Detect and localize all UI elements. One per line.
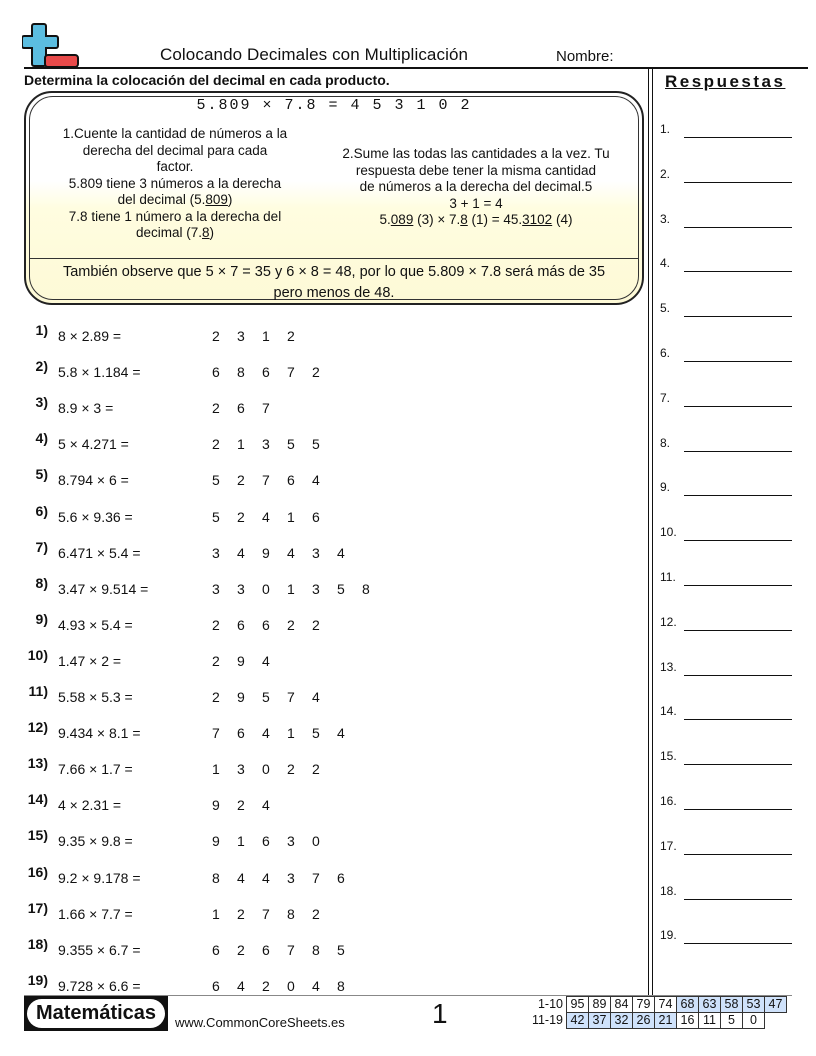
answer-field[interactable] bbox=[660, 702, 792, 722]
problem-expression: 9.35 × 9.8 = bbox=[58, 833, 133, 850]
score-cell: 53 bbox=[743, 997, 765, 1013]
problem-row bbox=[24, 935, 424, 964]
step2-line bbox=[326, 212, 626, 229]
answer-number: 8. bbox=[660, 435, 671, 450]
problem-expression: 3.47 × 9.514 = bbox=[58, 580, 149, 597]
problem-number: 6) bbox=[35, 502, 48, 519]
score-cell: 5 bbox=[721, 1013, 743, 1029]
digit: 1 bbox=[262, 328, 270, 344]
digit: 3 bbox=[237, 580, 245, 597]
digit: 4 bbox=[237, 544, 245, 561]
problem-row bbox=[24, 646, 424, 675]
product-digits bbox=[212, 364, 337, 380]
answer-line[interactable] bbox=[684, 719, 792, 720]
note-line: También observe que 5 × 7 = 35 y 6 × 8 = 48, por lo que 5.809 × 7.8 será más de 35 bbox=[62, 264, 606, 280]
problem-number: 9) bbox=[35, 610, 48, 627]
digit: 5 bbox=[337, 580, 345, 597]
score-table bbox=[530, 996, 787, 1029]
product-digits bbox=[212, 942, 362, 958]
digit: 0 bbox=[287, 977, 295, 994]
step1-line: 1.Cuente la cantidad de números a la bbox=[62, 126, 288, 141]
step1-line: 5.809 tiene 3 números a la derecha bbox=[68, 175, 282, 191]
digit: 3 bbox=[312, 580, 320, 597]
answer-number: 14. bbox=[660, 704, 677, 719]
step1-line bbox=[40, 225, 310, 242]
digit: 4 bbox=[237, 869, 245, 886]
product-digits bbox=[212, 978, 362, 994]
problem-expression: 4.93 × 5.4 = bbox=[58, 616, 133, 633]
problem-expression: 5.58 × 5.3 = bbox=[58, 689, 133, 705]
problem-expression: 1.66 × 7.7 = bbox=[58, 905, 133, 922]
answer-number: 1. bbox=[660, 122, 671, 136]
instructions: Determina la colocación del decimal en cada producto. bbox=[24, 72, 390, 88]
product-digits bbox=[212, 906, 337, 922]
digit: 7 bbox=[287, 364, 295, 381]
problem-number: 7) bbox=[35, 538, 48, 555]
problem-expression: 8.794 × 6 = bbox=[58, 472, 129, 489]
problem-expression: 9.355 × 6.7 = bbox=[58, 941, 141, 958]
digit: 7 bbox=[312, 869, 320, 886]
answer-field[interactable] bbox=[660, 478, 792, 498]
digit: 4 bbox=[337, 544, 345, 561]
problem-row bbox=[24, 899, 424, 928]
answer-number: 6. bbox=[660, 346, 671, 360]
problem-expression: 1.47 × 2 = bbox=[58, 652, 122, 669]
example-note bbox=[36, 262, 632, 304]
digit: 1 bbox=[237, 436, 245, 453]
answer-number: 12. bbox=[660, 614, 677, 629]
product-digits bbox=[212, 545, 362, 561]
digit: 6 bbox=[337, 869, 345, 886]
score-cell: 68 bbox=[677, 997, 699, 1013]
example-step-2 bbox=[326, 146, 626, 229]
digit: 0 bbox=[262, 761, 270, 778]
answer-number: 11. bbox=[660, 570, 676, 584]
answer-line[interactable] bbox=[684, 227, 792, 228]
digit: 8 bbox=[312, 941, 320, 958]
digit: 7 bbox=[262, 472, 270, 489]
score-cell: 95 bbox=[567, 997, 589, 1013]
text: del decimal (5. bbox=[117, 192, 206, 207]
score-cell: 84 bbox=[611, 997, 633, 1013]
digit: 2 bbox=[237, 941, 245, 958]
digit: 8 bbox=[212, 869, 220, 886]
digit: 6 bbox=[237, 400, 245, 417]
answer-field[interactable] bbox=[660, 837, 792, 857]
step1-line: derecha del decimal para cada bbox=[82, 142, 268, 158]
digit: 8 bbox=[287, 905, 295, 922]
digit: 6 bbox=[262, 364, 270, 381]
digit: 3 bbox=[212, 544, 220, 561]
answer-field[interactable] bbox=[660, 210, 792, 230]
digit: 6 bbox=[237, 616, 245, 633]
problem-row bbox=[24, 683, 424, 711]
answer-field[interactable] bbox=[660, 165, 792, 185]
brand-text: Matemáticas bbox=[27, 999, 165, 1028]
digit: 9 bbox=[212, 833, 220, 850]
product-digits bbox=[212, 653, 287, 669]
step2-line: 3 + 1 = 4 bbox=[449, 195, 503, 211]
underlined-digits: 8 bbox=[460, 212, 468, 227]
problem-row bbox=[24, 827, 424, 855]
answer-line[interactable] bbox=[684, 854, 792, 855]
problem-expression: 5 × 4.271 = bbox=[58, 436, 129, 453]
digit: 9 bbox=[262, 544, 270, 561]
score-cell: 21 bbox=[655, 1013, 677, 1029]
problem-expression: 7.66 × 1.7 = bbox=[58, 761, 133, 778]
product-digits bbox=[212, 761, 337, 777]
answer-number: 3. bbox=[660, 211, 671, 226]
problem-number: 14) bbox=[27, 791, 48, 808]
digit: 5 bbox=[212, 508, 220, 525]
problem-row bbox=[24, 430, 424, 458]
digit: 1 bbox=[287, 508, 295, 525]
score-cell: 0 bbox=[743, 1013, 765, 1029]
problem-number: 8) bbox=[35, 574, 48, 591]
answer-line[interactable] bbox=[684, 182, 792, 183]
answer-field[interactable] bbox=[660, 568, 792, 588]
digit: 3 bbox=[287, 833, 295, 850]
step2-line: de números a la derecha del decimal.5 bbox=[359, 179, 593, 194]
underlined-digits: 809 bbox=[205, 192, 228, 207]
digit: 2 bbox=[312, 364, 320, 381]
site-url: www.CommonCoreSheets.es bbox=[175, 1015, 345, 1030]
score-cell: 89 bbox=[589, 997, 611, 1013]
digit: 3 bbox=[237, 328, 245, 344]
score-cell: 32 bbox=[611, 1013, 633, 1029]
answer-number: 16. bbox=[660, 794, 677, 808]
answer-line[interactable] bbox=[684, 361, 792, 362]
digit: 5 bbox=[312, 436, 320, 453]
problem-number: 16) bbox=[27, 863, 48, 880]
answer-field[interactable] bbox=[660, 613, 792, 633]
example-box bbox=[24, 91, 644, 305]
answers-title: Respuestas bbox=[665, 72, 786, 91]
product-digits bbox=[212, 472, 337, 488]
score-cell: 79 bbox=[633, 997, 655, 1013]
product-digits bbox=[212, 870, 362, 886]
score-cell: 58 bbox=[721, 997, 743, 1013]
digit: 7 bbox=[212, 725, 220, 742]
worksheet-title: Colocando Decimales con Multiplicación bbox=[160, 45, 469, 64]
score-row bbox=[530, 1013, 787, 1029]
problem-row bbox=[24, 358, 424, 386]
score-cell: 63 bbox=[699, 997, 721, 1013]
digit: 1 bbox=[212, 905, 220, 922]
digit: 3 bbox=[287, 869, 295, 886]
digit: 2 bbox=[287, 328, 295, 344]
answer-number: 17. bbox=[660, 838, 677, 853]
answer-field[interactable] bbox=[660, 254, 792, 274]
answer-line[interactable] bbox=[684, 137, 792, 138]
answer-field[interactable] bbox=[660, 882, 792, 902]
digit: 4 bbox=[337, 725, 345, 742]
digit: 9 bbox=[237, 689, 245, 705]
digit: 4 bbox=[262, 797, 270, 814]
problem-number: 13) bbox=[27, 755, 48, 772]
page-number: 1 bbox=[432, 998, 448, 1029]
digit: 4 bbox=[262, 508, 270, 525]
digit: 2 bbox=[212, 652, 220, 669]
answer-line[interactable] bbox=[684, 630, 792, 631]
score-cell: 16 bbox=[677, 1013, 699, 1029]
answer-line[interactable] bbox=[684, 943, 792, 944]
text: (1) = 45. bbox=[467, 212, 523, 227]
answer-line[interactable] bbox=[684, 540, 792, 541]
product-digits bbox=[212, 833, 337, 849]
problem-number: 12) bbox=[27, 719, 48, 736]
digit: 3 bbox=[212, 580, 220, 597]
answer-number: 7. bbox=[660, 390, 671, 405]
problem-number: 5) bbox=[35, 466, 48, 483]
product-digits bbox=[212, 328, 312, 344]
score-cell: 42 bbox=[567, 1013, 589, 1029]
answer-line[interactable] bbox=[684, 764, 792, 765]
digit: 8 bbox=[337, 977, 345, 994]
digit: 6 bbox=[237, 725, 245, 742]
digit: 3 bbox=[237, 761, 245, 778]
problem-number: 1) bbox=[35, 322, 48, 338]
note-line: pero menos de 48. bbox=[273, 285, 395, 301]
digit: 2 bbox=[312, 616, 320, 633]
digit: 2 bbox=[312, 761, 320, 778]
plus-minus-logo-icon bbox=[22, 22, 80, 70]
problem-number: 17) bbox=[27, 899, 48, 916]
answer-field[interactable] bbox=[660, 523, 792, 543]
answer-line[interactable] bbox=[684, 451, 792, 452]
answer-number: 9. bbox=[660, 480, 671, 495]
underlined-digits: 089 bbox=[390, 212, 414, 227]
product-digits bbox=[212, 581, 387, 597]
problem-row bbox=[24, 863, 424, 892]
problem-row bbox=[24, 719, 424, 747]
step2-line: respuesta debe tener la misma cantidad bbox=[355, 162, 597, 178]
digit: 6 bbox=[212, 977, 220, 994]
digit: 6 bbox=[212, 364, 220, 381]
digit: 2 bbox=[237, 905, 245, 922]
step2-line: 2.Sume las todas las cantidades a la vez. Tu bbox=[342, 146, 610, 161]
digit: 6 bbox=[312, 508, 320, 525]
answer-line[interactable] bbox=[684, 495, 792, 496]
score-cell: 11 bbox=[699, 1013, 721, 1029]
text: ) bbox=[209, 225, 215, 240]
digit: 2 bbox=[312, 905, 320, 922]
score-row bbox=[530, 997, 787, 1013]
score-range-label: 11-19 bbox=[531, 1013, 563, 1027]
answer-number: 10. bbox=[660, 525, 677, 540]
brand-logo bbox=[24, 996, 168, 1031]
answer-number: 2. bbox=[660, 166, 671, 181]
product-digits bbox=[212, 617, 337, 633]
text: ) bbox=[227, 192, 233, 207]
problem-row bbox=[24, 755, 424, 783]
problem-number: 18) bbox=[27, 935, 48, 952]
digit: 2 bbox=[287, 616, 295, 633]
text: (4) bbox=[552, 212, 573, 227]
problem-number: 19) bbox=[27, 971, 48, 988]
answer-field[interactable] bbox=[660, 747, 792, 767]
digit: 2 bbox=[237, 472, 245, 489]
digit: 7 bbox=[262, 905, 270, 922]
problem-expression: 4 × 2.31 = bbox=[58, 797, 122, 814]
digit: 4 bbox=[237, 977, 245, 994]
answer-column-divider bbox=[648, 68, 653, 995]
digit: 4 bbox=[312, 689, 320, 705]
digit: 5 bbox=[212, 472, 220, 489]
text: 5. bbox=[379, 212, 391, 227]
digit: 4 bbox=[262, 869, 270, 886]
digit: 3 bbox=[262, 436, 270, 453]
example-equation: 5.809 × 7.8 = 4 5 3 1 0 2 bbox=[196, 97, 472, 114]
step1-line bbox=[40, 192, 310, 209]
digit: 5 bbox=[337, 941, 345, 958]
problem-expression: 5.6 × 9.36 = bbox=[58, 508, 133, 525]
digit: 8 bbox=[362, 580, 370, 597]
digit: 1 bbox=[287, 725, 295, 742]
digit: 2 bbox=[287, 761, 295, 778]
answer-number: 18. bbox=[660, 883, 677, 898]
answer-field[interactable] bbox=[660, 120, 792, 140]
digit: 6 bbox=[212, 941, 220, 958]
digit: 2 bbox=[212, 689, 220, 705]
digit: 6 bbox=[262, 833, 270, 850]
problem-expression: 9.728 × 6.6 = bbox=[58, 977, 141, 994]
text: (3) × 7. bbox=[413, 212, 461, 227]
problem-expression: 5.8 × 1.184 = bbox=[58, 364, 141, 381]
digit: 2 bbox=[212, 616, 220, 633]
answer-line[interactable] bbox=[684, 585, 792, 586]
answer-line[interactable] bbox=[684, 809, 792, 810]
digit: 4 bbox=[312, 472, 320, 489]
header-divider bbox=[24, 67, 808, 69]
digit: 2 bbox=[212, 436, 220, 453]
digit: 5 bbox=[262, 689, 270, 705]
answer-line[interactable] bbox=[684, 675, 792, 676]
problem-expression: 8 × 2.89 = bbox=[58, 328, 122, 344]
answer-field[interactable] bbox=[660, 344, 792, 364]
underlined-digits: 8 bbox=[202, 225, 210, 240]
digit: 1 bbox=[237, 833, 245, 850]
digit: 1 bbox=[212, 761, 220, 778]
digit: 4 bbox=[262, 652, 270, 669]
problem-row bbox=[24, 538, 424, 567]
answer-field[interactable] bbox=[660, 792, 792, 812]
answer-field[interactable] bbox=[660, 434, 792, 454]
digit: 1 bbox=[287, 580, 295, 597]
problem-number: 10) bbox=[27, 646, 48, 663]
problem-number: 15) bbox=[27, 827, 48, 844]
example-step-1 bbox=[40, 126, 310, 242]
name-label: Nombre: bbox=[556, 48, 614, 65]
answer-number: 5. bbox=[660, 301, 671, 316]
digit: 6 bbox=[262, 616, 270, 633]
problem-number: 11) bbox=[28, 683, 48, 699]
problem-expression: 8.9 × 3 = bbox=[58, 400, 114, 417]
digit: 5 bbox=[287, 436, 295, 453]
problem-row bbox=[24, 322, 424, 350]
answer-line[interactable] bbox=[684, 406, 792, 407]
problem-row bbox=[24, 610, 424, 639]
answer-field[interactable] bbox=[660, 389, 792, 409]
digit: 0 bbox=[312, 833, 320, 850]
problem-number: 3) bbox=[35, 394, 48, 411]
digit: 4 bbox=[312, 977, 320, 994]
score-cell: 37 bbox=[589, 1013, 611, 1029]
answer-field[interactable] bbox=[660, 658, 792, 678]
digit: 5 bbox=[312, 725, 320, 742]
example-separator bbox=[29, 258, 639, 259]
digit: 3 bbox=[312, 544, 320, 561]
problem-row bbox=[24, 502, 424, 531]
problem-expression: 9.2 × 9.178 = bbox=[58, 869, 141, 886]
digit: 6 bbox=[262, 941, 270, 958]
digit: 0 bbox=[262, 580, 270, 597]
digit: 9 bbox=[212, 797, 220, 814]
step1-line: factor. bbox=[156, 159, 194, 174]
answer-number: 15. bbox=[660, 749, 677, 764]
step1-line: 7.8 tiene 1 número a la derecha del bbox=[68, 208, 282, 224]
answer-number: 19. bbox=[660, 928, 677, 943]
problem-row bbox=[24, 791, 424, 819]
product-digits bbox=[212, 689, 337, 705]
score-cell: 47 bbox=[765, 997, 787, 1013]
digit: 6 bbox=[287, 472, 295, 489]
score-range-label: 1-10 bbox=[537, 997, 563, 1011]
problem-row bbox=[24, 574, 424, 603]
product-digits bbox=[212, 436, 337, 452]
digit: 4 bbox=[287, 544, 295, 561]
problem-expression: 9.434 × 8.1 = bbox=[58, 725, 141, 742]
answer-line[interactable] bbox=[684, 316, 792, 317]
product-digits bbox=[212, 400, 287, 416]
answer-line[interactable] bbox=[684, 899, 792, 900]
digit: 2 bbox=[237, 797, 245, 814]
digit: 7 bbox=[262, 400, 270, 417]
digit: 7 bbox=[287, 689, 295, 705]
answer-number: 4. bbox=[660, 256, 671, 271]
digit: 2 bbox=[212, 328, 220, 344]
digit: 8 bbox=[237, 364, 245, 381]
answer-field[interactable] bbox=[660, 926, 792, 946]
digit: 2 bbox=[212, 400, 220, 417]
answer-field[interactable] bbox=[660, 299, 792, 319]
product-digits bbox=[212, 509, 337, 525]
product-digits bbox=[212, 725, 362, 741]
problem-row bbox=[24, 466, 424, 494]
score-cell: 74 bbox=[655, 997, 677, 1013]
answer-line[interactable] bbox=[684, 271, 792, 272]
product-digits bbox=[212, 797, 287, 813]
problem-number: 2) bbox=[35, 358, 48, 375]
answer-number: 13. bbox=[660, 659, 677, 674]
digit: 9 bbox=[237, 652, 245, 669]
digit: 2 bbox=[237, 508, 245, 525]
text: decimal (7. bbox=[135, 225, 202, 240]
digit: 2 bbox=[262, 977, 270, 994]
problem-number: 4) bbox=[35, 430, 48, 447]
problem-row bbox=[24, 394, 424, 422]
underlined-digits: 3102 bbox=[522, 212, 553, 227]
digit: 7 bbox=[287, 941, 295, 958]
problem-expression: 6.471 × 5.4 = bbox=[58, 544, 141, 561]
score-cell: 26 bbox=[633, 1013, 655, 1029]
digit: 4 bbox=[262, 725, 270, 742]
